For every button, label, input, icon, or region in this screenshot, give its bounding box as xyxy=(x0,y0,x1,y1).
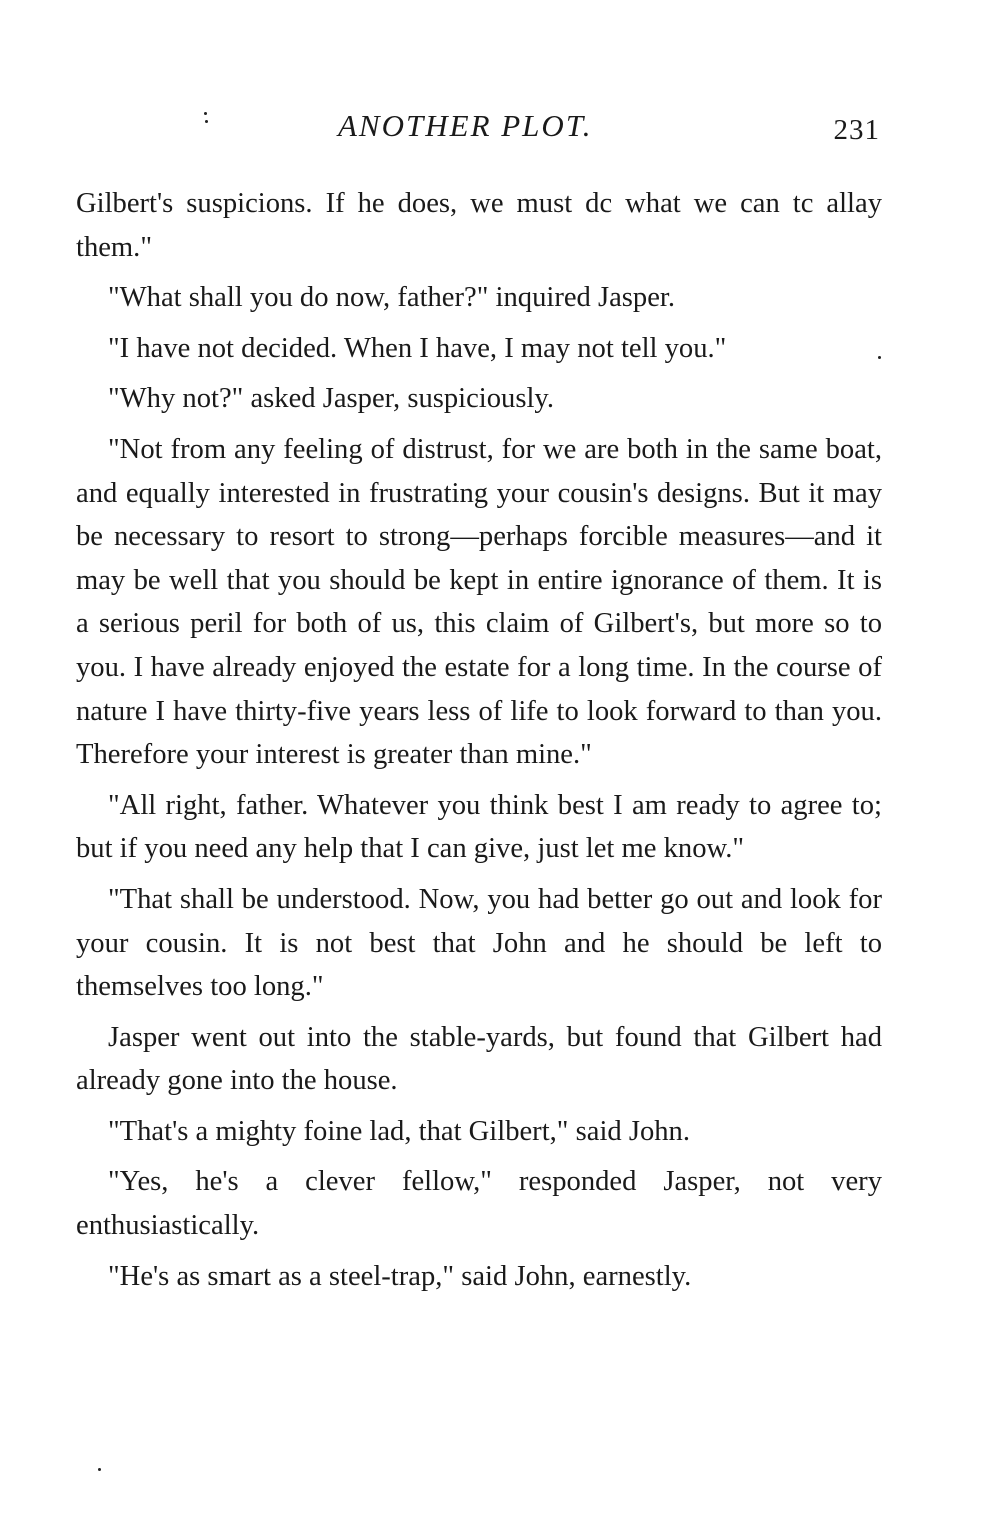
body-text xyxy=(76,182,882,1305)
paragraph: Gilbert's suspicions. If he does, we must dc what we can tc allay them." xyxy=(76,188,882,263)
paragraph: "That's a mighty foine lad, that Gilbert," said John. xyxy=(108,1115,690,1147)
scan-speck xyxy=(205,120,208,123)
scan-speck xyxy=(878,356,881,359)
scan-speck xyxy=(98,1468,101,1471)
running-title: ANOTHER PLOT. xyxy=(338,108,593,143)
paragraph: Jasper went out into the stable-yards, but found that Gilbert had already gone into the house. xyxy=(76,1021,882,1097)
running-head xyxy=(0,108,988,148)
paragraph: "He's as smart as a steel-trap," said John, earnestly. xyxy=(108,1260,692,1292)
paragraph: "I have not decided. When I have, I may not tell you." xyxy=(108,332,727,364)
scan-speck xyxy=(204,112,207,115)
paragraph: "Not from any feeling of distrust, for we are both in the same boat, and equally interested in frustrating your cousin's designs. But it may be necessary to resort to strong—perhaps forcible measures—and it may be well that you should be kept in entire ignorance of them. It is a serious peril for both of us, this claim of Gilbert's, but more so to you. I have already enjoyed the estate for a long time. In the course of nature I have thirty-five years less of life to look forward to than you. Therefore your interest is greater than mine." xyxy=(76,433,882,771)
paragraph: "Why not?" asked Jasper, suspiciously. xyxy=(108,383,554,415)
paragraph: "What shall you do now, father?" inquired Jasper. xyxy=(108,282,676,314)
paragraph: "That shall be understood. Now, you had better go out and look for your cousin. It is not best that John and he should be left to themselves too long." xyxy=(76,883,882,1003)
paragraph: "All right, father. Whatever you think best I am ready to agree to; but if you need any help that I can give, just let me know." xyxy=(76,789,882,865)
paragraph: "Yes, he's a clever fellow," responded Jasper, not very enthusiastically. xyxy=(76,1166,882,1242)
page-number: 231 xyxy=(833,114,880,146)
